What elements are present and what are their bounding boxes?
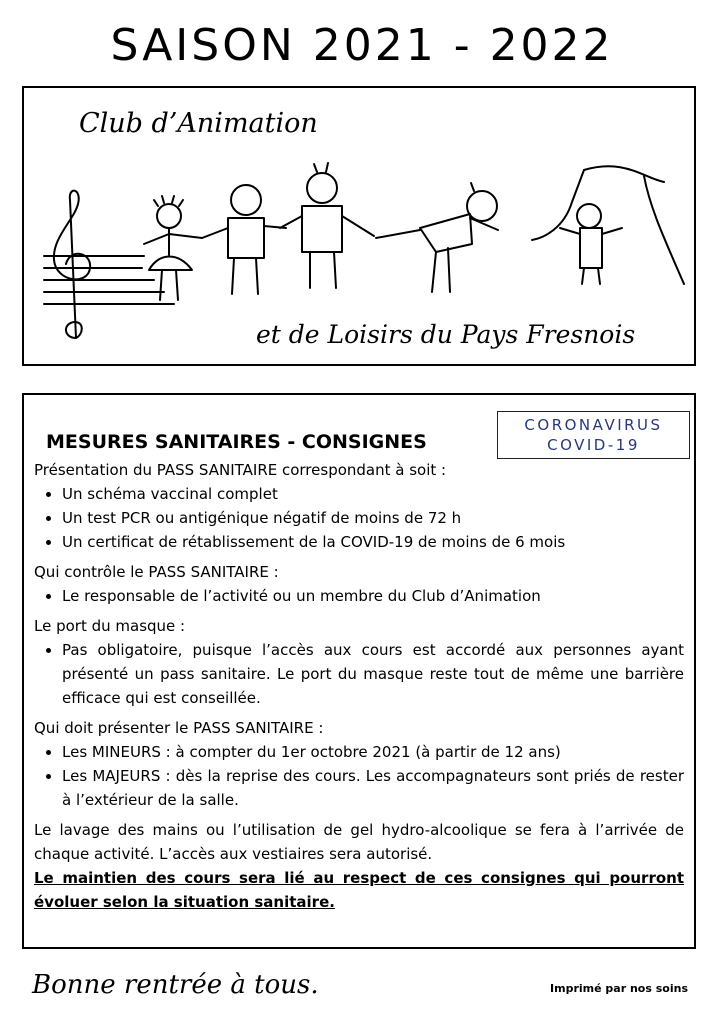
covid-badge-line2: COVID-19 xyxy=(547,436,640,454)
signoff: Bonne rentrée à tous. xyxy=(32,970,319,1000)
list-item: • Les MAJEURS : dès la reprise des cours. Les accompagnateurs sont priés de rester à l’extérieur de la salle. xyxy=(62,764,684,812)
covid-badge xyxy=(497,411,690,459)
who-list xyxy=(34,740,684,812)
club-banner xyxy=(22,86,696,366)
child-figure xyxy=(202,185,286,294)
sanitary-measures-panel xyxy=(22,393,696,949)
list-item: • Les MINEURS : à compter du 1er octobre 2021 (à partir de 12 ans) xyxy=(62,740,684,764)
child-figure xyxy=(376,183,498,292)
mask-intro: Le port du masque : xyxy=(34,617,186,635)
club-name-line1: Club d’Animation xyxy=(79,108,318,139)
measures-heading: MESURES SANITAIRES - CONSIGNES xyxy=(46,431,427,453)
child-figure xyxy=(280,163,374,288)
covid-badge-line1: CORONAVIRUS xyxy=(524,416,663,434)
hygiene-note: Le lavage des mains ou l’utilisation de gel hydro-alcoolique se fera à l’arrivée de chaque activité. L’accès aux vestiaires sera autorisé. xyxy=(34,821,684,863)
stage-curtain-figure xyxy=(532,166,684,284)
mask-list xyxy=(34,638,684,710)
control-list xyxy=(34,584,684,608)
who-intro: Qui doit présenter le PASS SANITAIRE : xyxy=(34,719,324,737)
list-item: • Un test PCR ou antigénique négatif de moins de 72 h xyxy=(62,506,684,530)
season-title: SAISON 2021 - 2022 xyxy=(110,20,614,71)
ballerina-figure xyxy=(144,196,202,300)
printed-by: Imprimé par nos soins xyxy=(550,982,688,995)
measures-body xyxy=(34,458,684,914)
treble-clef-icon xyxy=(54,191,90,338)
list-item: • Le responsable de l’activité ou un membre du Club d’Animation xyxy=(62,584,684,608)
pass-intro: Présentation du PASS SANITAIRE correspondant à soit : xyxy=(34,461,447,479)
warning-note: Le maintien des cours sera lié au respect de ces consignes qui pourront évoluer selon la situation sanitaire. xyxy=(34,869,684,911)
pass-list xyxy=(34,482,684,554)
list-item: • Pas obligatoire, puisque l’accès aux cours est accordé aux personnes ayant présenté un pass sanitaire. Le port du masque reste tout de même une barrière efficace qui est conseillée. xyxy=(62,638,684,710)
list-item: • Un certificat de rétablissement de la COVID-19 de moins de 6 mois xyxy=(62,530,684,554)
club-name-line2: et de Loisirs du Pays Fresnois xyxy=(256,320,636,349)
list-item: • Un schéma vaccinal complet xyxy=(62,482,684,506)
control-intro: Qui contrôle le PASS SANITAIRE : xyxy=(34,563,279,581)
